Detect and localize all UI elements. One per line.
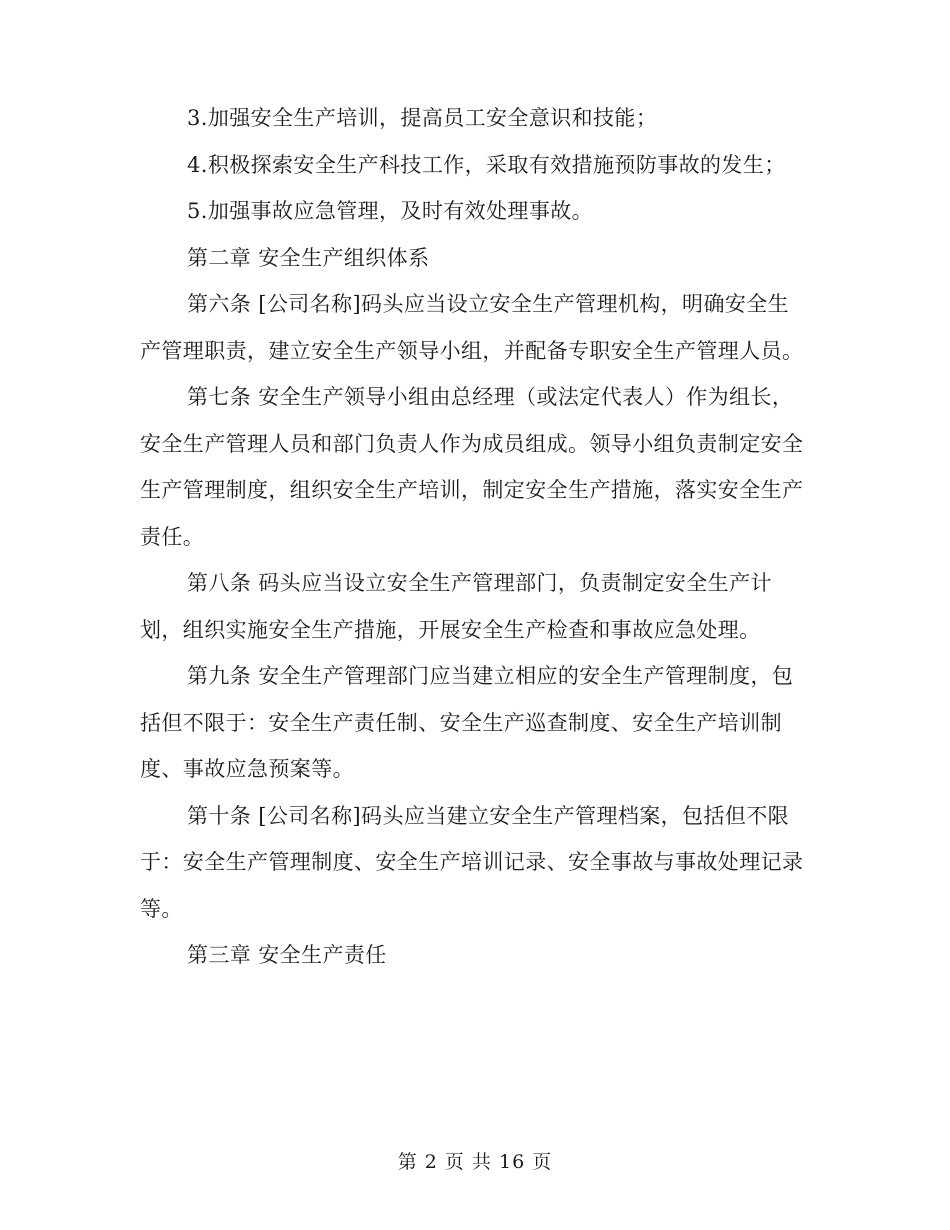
list-item-4: 4.积极探索安全生产科技工作，采取有效措施预防事故的发生； [187, 152, 786, 177]
list-item-5: 5.加强事故应急管理，及时有效处理事故。 [187, 199, 594, 223]
chapter-heading-2: 第二章 安全生产组织体系 [187, 245, 430, 270]
list-item-3: 3.加强安全生产培训，提高员工安全意识和技能； [187, 106, 658, 130]
page-number-label: 第 2 页 共 16 页 [397, 1151, 553, 1173]
document-body [140, 95, 805, 979]
article-9: 第九条 安全生产管理部门应当建立相应的安全生产管理制度，包括但不限于：安全生产责任制、安全生产巡查制度、安全生产培训制度、事故应急预案等。 [140, 664, 794, 781]
article-8: 第八条 码头应当设立安全生产管理部门，负责制定安全生产计划，组织实施安全生产措施，开展安全生产检查和事故应急处理。 [140, 571, 772, 642]
article-6: 第六条 [公司名称]码头应当设立安全生产管理机构，明确安全生产管理职责，建立安全生产领导小组，并配备专职安全生产管理人员。 [140, 292, 804, 363]
article-7: 第七条 安全生产领导小组由总经理（或法定代表人）作为组长，安全生产管理人员和部门负责人作为成员组成。领导小组负责制定安全生产管理制度，组织安全生产培训，制定安全生产措施，落实安全生产责任。 [140, 385, 804, 549]
chapter-heading-3: 第三章 安全生产责任 [187, 943, 387, 967]
page-footer [0, 1147, 950, 1174]
article-10: 第十条 [公司名称]码头应当建立安全生产管理档案，包括但不限于：安全生产管理制度、安全生产培训记录、安全事故与事故处理记录等。 [140, 803, 804, 921]
